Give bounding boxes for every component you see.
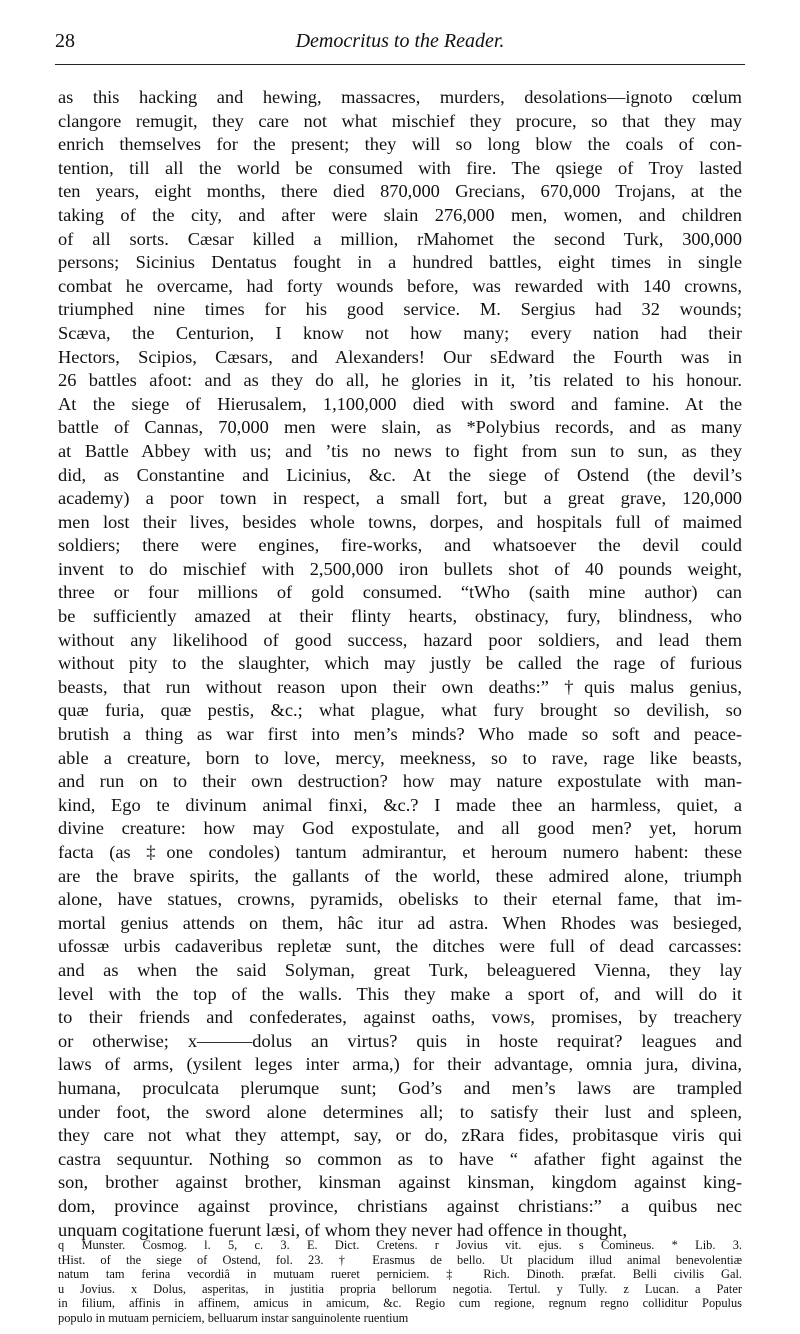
text-line: Scæva, the Centurion, I know not how many; every nation had their — [58, 322, 742, 343]
footnote-line: q Munster. Cosmog. l. 5, c. 3. E. Dict. Cretens. r Jovius vit. ejus. s Comineus. * Lib. 3. — [58, 1238, 742, 1252]
text-line: mortal genius attends on them, hâc itur ad astra. When Rhodes was besieged, — [58, 912, 742, 933]
text-line: facta (as ‡one condoles) tantum admirantur, et heroum numero habent: these — [58, 842, 742, 862]
text-line: dom, province against province, christians against christians:” a quibus nec — [58, 1195, 742, 1216]
running-title: Democritus to the Reader. — [295, 30, 505, 52]
text-line: kind, Ego te divinum animal finxi, &c.? I made thee an harmless, quiet, a — [58, 794, 742, 815]
body-text — [58, 86, 742, 1242]
text-line: are the brave spirits, the gallants of the world, these admired alone, triumph — [58, 865, 742, 886]
text-line: At the siege of Hierusalem, 1,100,000 died with sword and famine. At the — [58, 393, 742, 414]
text-line: soldiers; there were engines, fire-works, and whatsoever the devil could — [58, 535, 742, 556]
text-line: tention, till all the world be consumed with fire. The qsiege of Troy lasted — [58, 157, 742, 178]
footnote-line: in filium, affinis in affinem, amicus in amicum, &c. Regio cum regione, regnum regno colliditur Populus — [58, 1296, 742, 1311]
text-line: without any likelihood of good success, hazard poor soldiers, and lead them — [58, 629, 742, 650]
text-line: persons; Sicinius Dentatus fought in a hundred battles, eight times in single — [58, 252, 742, 273]
text-line: castra sequuntur. Nothing so common as to have “ afather fight against the — [58, 1148, 742, 1169]
text-line: Hectors, Scipios, Cæsars, and Alexanders! Our sEdward the Fourth was in — [58, 346, 742, 367]
text-line: quæ furia, quæ pestis, &c.; what plague, what fury brought so devilish, so — [58, 700, 742, 721]
text-line: men lost their lives, besides whole towns, dorpes, and hospitals full of maimed — [58, 511, 742, 532]
text-line: ten years, eight months, there died 870,000 Grecians, 670,000 Trojans, at the — [58, 181, 742, 202]
text-line: taking of the city, and after were slain 276,000 men, women, and children — [58, 204, 742, 225]
text-line: divine creature: how may God expostulate, and all good men? yet, horum — [58, 818, 742, 839]
text-line: at Battle Abbey with us; and ’tis no news to fight from sun to sun, as they — [58, 440, 742, 461]
text-line: unquam cogitatione fuerunt læsi, of whom they never had offence in thought, — [58, 1219, 628, 1240]
text-line: without pity to the slaughter, which may justly be called the rage of furious — [58, 653, 742, 674]
text-line: ufossæ urbis cadaveribus repletæ sunt, the ditches were full of dead carcasses: — [58, 936, 742, 957]
text-line: combat he overcame, had forty wounds before, was rewarded with 140 crowns, — [58, 275, 742, 296]
text-line: to their friends and confederates, against oaths, vows, promises, by treachery — [58, 1007, 742, 1028]
footnote-line: u Jovius. x Dolus, asperitas, in justitia propria bellorum negotia. Tertul. y Tully. z Lucan. a Pater — [58, 1281, 742, 1296]
footnote-line: populo in mutuam perniciem, belluarum instar sanguinolente ruentium — [58, 1310, 409, 1325]
text-line: laws of arms, (ysilent leges inter arma,) for their advantage, omnia jura, divina, — [58, 1054, 742, 1075]
footnote-line: tHist. of the siege of Ostend, fol. 23. † Erasmus de bello. Ut placidum illud animal benevolentiæ — [58, 1252, 742, 1267]
text-line: academy) a poor town in respect, a small fort, but a great grave, 120,000 — [58, 488, 742, 509]
text-line: and as when the said Solyman, great Turk, beleaguered Vienna, they lay — [58, 959, 742, 980]
text-line: invent to do mischief with 2,500,000 iron bullets shot of 40 pounds weight, — [58, 558, 742, 579]
text-line: did, as Constantine and Licinius, &c. At the siege of Ostend (the devil’s — [58, 464, 742, 485]
footnotes — [58, 1238, 742, 1326]
text-line: able a creature, born to love, mercy, meekness, so to rave, rage like beasts, — [58, 747, 742, 768]
page-header — [55, 22, 745, 58]
text-line: humana, proculcata plerumque sunt; God’s and men’s laws are trampled — [58, 1077, 742, 1098]
page-number: 28 — [55, 30, 75, 52]
header-rule — [55, 64, 745, 65]
text-line: triumphed nine times for his good service. M. Sergius had 32 wounds; — [58, 299, 742, 320]
text-line: son, brother against brother, kinsman against kinsman, kingdom against king- — [58, 1172, 742, 1193]
text-line: battle of Cannas, 70,000 men were slain, as *Polybius records, and as many — [58, 417, 742, 438]
text-line: beasts, that run without reason upon their own deaths:” †quis malus genius, — [58, 676, 742, 697]
text-line: of all sorts. Cæsar killed a million, rMahomet the second Turk, 300,000 — [58, 228, 742, 249]
text-line: or otherwise; x———dolus an virtus? quis in hoste requirat? leagues and — [58, 1030, 742, 1051]
text-line: be sufficiently amazed at their flinty hearts, obstinacy, fury, blindness, who — [58, 606, 742, 627]
footnote-line: natum tam ferina vecordiâ in mutuam rueret perniciem. ‡ Rich. Dinoth. præfat. Belli civilis Gal. — [58, 1267, 742, 1282]
text-line: enrich themselves for the present; they will so long blow the coals of con- — [58, 134, 742, 155]
text-line: under foot, the sword alone determines all; to satisfy their lust and spleen, — [58, 1101, 742, 1122]
text-line: level with the top of the walls. This they make a sport of, and will do it — [58, 983, 742, 1004]
text-line: alone, have statues, crowns, pyramids, obelisks to their eternal fame, that im- — [58, 889, 742, 910]
text-line: three or four millions of gold consumed. “tWho (saith mine author) can — [58, 582, 742, 603]
text-line: as this hacking and hewing, massacres, murders, desolations—ignoto cœlum — [58, 87, 742, 107]
text-line: and run on to their own destruction? how may nature expostulate with man- — [58, 771, 742, 792]
text-line: 26 battles afoot: and as they do all, he glories in it, ’tis related to his honour. — [58, 370, 742, 391]
text-line: they care not what they attempt, say, or do, zRara fides, probitasque viris qui — [58, 1125, 742, 1146]
text-line: brutish a thing as war first into men’s minds? Who made so soft and peace- — [58, 724, 742, 745]
text-line: clangore remugit, they care not what mischief they procure, so that they may — [58, 110, 742, 131]
